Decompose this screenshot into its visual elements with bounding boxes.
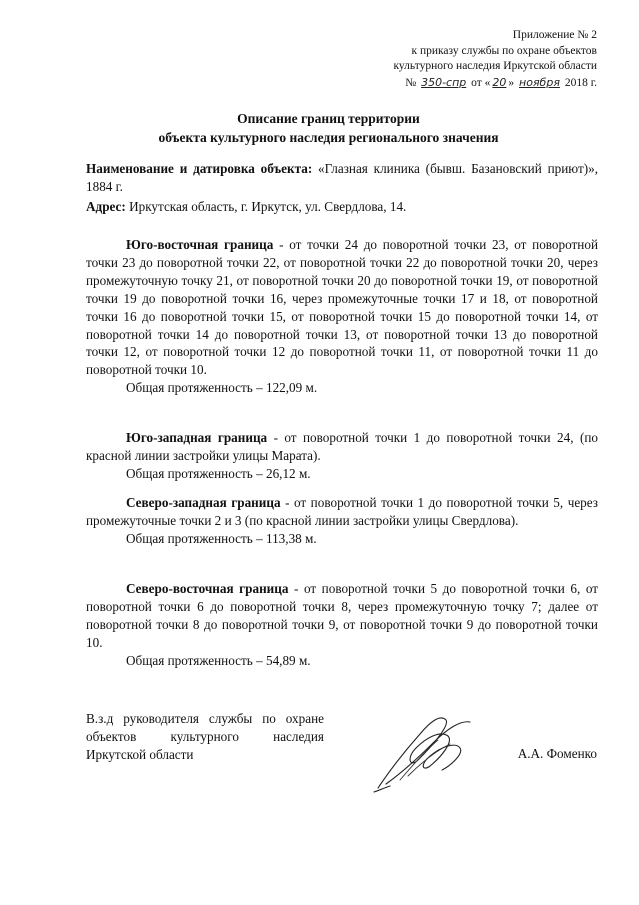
signer-name: А.А. Фоменко [517, 746, 597, 761]
object-name-value: «Глазная клиника (бывш. Базановский приют)», 1884 г. [86, 161, 598, 194]
appendix-block [277, 28, 597, 91]
border-text: - от поворотной точки 1 до поворотной точки 5, через промежуточные точки 2 и 3 (по красной линии застройки улицы Свердлова). [86, 495, 598, 528]
border-text: - от точки 24 до поворотной точки 23, от поворотной точки 23 до поворотной точки 22, от поворотной точки 22 до поворотной точки 20, через промежуточную точку 21, от поворотной точки 20 до поворотной точки 19, от поворотной точки 19 до поворотной точки 16, через промежуточные точки 17 и 18, от поворотной точки 16 до поворотной точки 15, от поворотной точки 15 до поворотной точки 14, от поворотной точки 14 до поворотной точки 13, от поворотной точки 13 до поворотной точки 12, от поворотной точки 12 до поворотной точки 11, от поворотной точки 11 до поворотной точки 10. [86, 237, 599, 378]
date-prefix: от « [471, 76, 491, 89]
signature-icon [360, 700, 490, 795]
border-text: - от поворотной точки 5 до поворотной точки 6, от поворотной точки 6 до поворотной точки 8, через промежуточную точку 7; далее от поворотной точки 8 до поворотной точки 9, от поворотной точки 9 до поворотной точки 10. [86, 581, 599, 650]
appendix-line1: Приложение № 2 [512, 29, 597, 41]
border-text: - от поворотной точки 1 до поворотной точки 24, (по красной линии застройки улицы Марата). [86, 430, 598, 463]
title-line1: Описание границ территории [237, 111, 420, 126]
date-mid: » [508, 76, 515, 89]
border-paragraph [86, 580, 598, 652]
border-total: Общая протяженность – 54,89 м. [126, 652, 311, 668]
appendix-order-line [277, 75, 597, 92]
border-paragraph [86, 236, 598, 379]
border-total: Общая протяженность – 26,12 м. [126, 465, 311, 481]
object-info [86, 160, 598, 216]
title-line2: объекта культурного наследия регионального значения [158, 129, 499, 145]
order-year: 2018 г. [564, 76, 597, 89]
signer-position-text: В.з.д руководителя службы по охране объектов культурного наследия Иркутской области [86, 711, 324, 762]
border-section-southeast [86, 236, 598, 397]
border-paragraph [86, 429, 598, 465]
border-label: Северо-западная граница [126, 495, 281, 510]
border-total: Общая протяженность – 113,38 м. [126, 530, 317, 546]
border-total: Общая протяженность – 122,09 м. [126, 380, 318, 396]
appendix-line3: культурного наследия Иркутской области [393, 60, 597, 72]
signer-position [86, 710, 324, 764]
border-label: Юго-восточная граница [126, 237, 274, 252]
border-section-northeast [86, 580, 598, 670]
border-section-southwest [86, 429, 598, 483]
object-address-label: Адрес: [86, 198, 126, 214]
border-section-northwest [86, 494, 598, 548]
order-number: 350-спр [421, 75, 467, 89]
order-month: ноября [519, 75, 560, 89]
order-number-prefix: № [405, 76, 417, 89]
object-address-paragraph [86, 198, 598, 216]
border-label: Юго-западная граница [126, 430, 268, 445]
object-name-paragraph [86, 160, 598, 196]
object-address-value: Иркутская область, г. Иркутск, ул. Свердлова, 14. [129, 198, 407, 214]
border-paragraph [86, 494, 598, 530]
appendix-line2: к приказу службы по охране объектов [411, 44, 597, 57]
border-label: Северо-восточная граница [126, 581, 289, 596]
order-day: 20 [492, 75, 507, 89]
document-title [60, 110, 597, 147]
object-name-label: Наименование и датировка объекта: [86, 161, 313, 176]
